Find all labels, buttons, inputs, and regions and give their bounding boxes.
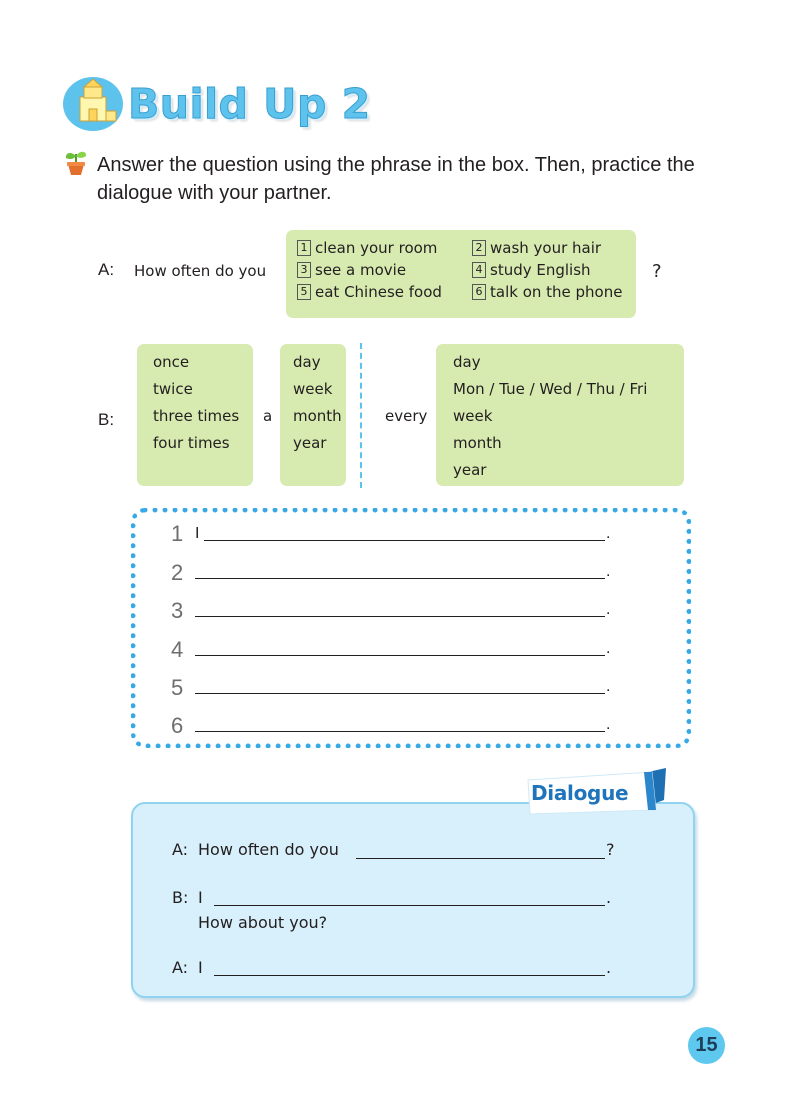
phrase-box xyxy=(286,230,636,318)
line-number: 4 xyxy=(171,637,184,662)
page-number: 15 xyxy=(695,1034,718,1056)
section-a-label: A: xyxy=(98,260,115,279)
dialogue-blank-1[interactable] xyxy=(356,858,605,859)
phrase-item xyxy=(297,239,437,257)
phrase-text: talk on the phone xyxy=(490,283,623,301)
dialogue-blank-3[interactable] xyxy=(214,975,605,976)
phrase-text: eat Chinese food xyxy=(315,283,442,301)
writing-area xyxy=(131,508,691,748)
phrase-number: 3 xyxy=(297,262,311,278)
dialogue-end: . xyxy=(606,958,612,977)
instruction-text: Answer the question using the phrase in the box. Then, practice the dialogue with your partner. xyxy=(97,154,695,204)
every-option: Mon / Tue / Wed / Thu / Fri xyxy=(453,380,648,398)
every-option: year xyxy=(453,461,487,479)
phrase-text: study English xyxy=(490,261,591,279)
every-option: month xyxy=(453,434,502,452)
phrase-item xyxy=(297,283,442,301)
connector-every: every xyxy=(385,407,428,425)
every-option: week xyxy=(453,407,493,425)
line-number: 3 xyxy=(171,598,184,623)
frequency-word: four times xyxy=(153,434,230,452)
dialogue-tag-label: Dialogue xyxy=(531,781,629,805)
question-mark: ? xyxy=(652,261,662,282)
building-blocks-icon xyxy=(62,75,124,131)
line-period: . xyxy=(606,640,611,657)
sprout-icon xyxy=(63,148,89,176)
line-number: 5 xyxy=(171,675,184,700)
frequency-word: three times xyxy=(153,407,240,425)
answer-line-3[interactable] xyxy=(195,616,605,617)
phrase-item xyxy=(472,283,622,301)
line-period: . xyxy=(606,525,611,542)
time-unit-word: year xyxy=(293,434,327,452)
connector-a: a xyxy=(263,407,273,425)
answer-line-2[interactable] xyxy=(195,578,605,579)
answer-line-6[interactable] xyxy=(195,731,605,732)
phrase-number: 1 xyxy=(297,240,311,256)
line-number: 1 xyxy=(171,521,184,546)
dialogue-speaker: A: xyxy=(172,958,189,977)
frequency-word: once xyxy=(153,353,190,371)
dialogue-text: How often do you xyxy=(198,840,339,859)
line-period: . xyxy=(606,601,611,618)
dialogue-speaker: B: xyxy=(172,888,189,907)
phrase-item xyxy=(297,261,406,279)
phrase-text: see a movie xyxy=(315,261,407,279)
every-options-box xyxy=(436,344,684,486)
line-number: 2 xyxy=(171,560,184,585)
time-unit-word: month xyxy=(293,407,342,425)
line-period: . xyxy=(606,563,611,580)
phrase-number: 4 xyxy=(472,262,486,278)
dialogue-speaker: A: xyxy=(172,840,189,859)
dialogue-text: I xyxy=(198,888,203,907)
phrase-item xyxy=(472,239,601,257)
section-b-label: B: xyxy=(98,410,115,429)
phrase-text: wash your hair xyxy=(490,239,602,257)
line-period: . xyxy=(606,716,611,733)
question-text: How often do you xyxy=(134,262,267,280)
time-unit-box xyxy=(280,344,346,486)
phrase-number: 2 xyxy=(472,240,486,256)
answer-line-4[interactable] xyxy=(195,655,605,656)
frequency-box xyxy=(137,344,253,486)
phrase-number: 5 xyxy=(297,284,311,300)
line-prefix: I xyxy=(195,525,200,542)
phrase-text: clean your room xyxy=(315,239,438,257)
answer-line-1[interactable] xyxy=(204,540,605,541)
phrase-item xyxy=(472,261,591,279)
phrase-number: 6 xyxy=(472,284,486,300)
dialogue-text: I xyxy=(198,958,203,977)
page-title: Build Up 2 xyxy=(128,80,371,128)
dialogue-text: How about you? xyxy=(198,913,328,932)
dialogue-blank-2[interactable] xyxy=(214,905,605,906)
line-number: 6 xyxy=(171,713,184,738)
line-period: . xyxy=(606,678,611,695)
time-unit-word: day xyxy=(293,353,321,371)
answer-line-5[interactable] xyxy=(195,693,605,694)
every-option: day xyxy=(453,353,481,371)
dialogue-end: ? xyxy=(606,840,615,859)
dialogue-end: . xyxy=(606,888,612,907)
dashed-divider xyxy=(360,343,362,488)
frequency-word: twice xyxy=(153,380,193,398)
time-unit-word: week xyxy=(293,380,333,398)
